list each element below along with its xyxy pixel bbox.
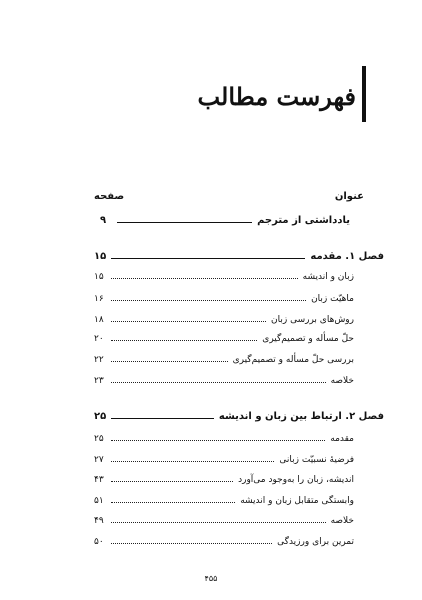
leader-dots — [111, 300, 306, 301]
toc-section[interactable] — [94, 268, 354, 282]
leader-dots — [111, 382, 326, 383]
toc-section[interactable] — [94, 290, 354, 304]
toc-section-page: ۲۰ — [94, 334, 104, 344]
toc-section-label: وابستگی متقابل زبان و اندیشه — [240, 496, 354, 506]
toc-section-label: زبان و اندیشه — [302, 272, 354, 282]
toc-section-label: ماهیّت زبان — [311, 294, 354, 304]
leader-dots — [111, 522, 326, 523]
toc-section-label: روش‌های بررسی زبان — [271, 315, 354, 325]
toc-section[interactable] — [94, 372, 354, 386]
toc-chapter-page: ۱۵ — [94, 251, 107, 262]
toc-section-page: ۱۸ — [94, 315, 104, 325]
toc-chapter-1[interactable] — [94, 248, 384, 262]
leader-line — [111, 418, 214, 419]
toc-section-page: ۲۲ — [94, 355, 104, 365]
toc-section-label: تمرین برای ورزیدگی — [277, 537, 354, 547]
toc-section[interactable] — [94, 471, 354, 485]
page-title: فهرست مطالب — [197, 82, 356, 111]
toc-section-page: ۴۹ — [94, 516, 104, 526]
toc-section-label: حلّ مسأله و تصمیم‌گیری — [262, 334, 354, 344]
leader-dots — [111, 440, 325, 441]
leader-line — [117, 222, 252, 223]
toc-entry-page: ۹ — [100, 215, 107, 226]
leader-line — [111, 258, 305, 259]
toc-section-page: ۵۱ — [94, 496, 104, 506]
toc-chapter-page: ۲۵ — [94, 411, 107, 422]
column-header-subject: عنوان — [334, 191, 364, 202]
leader-dots — [111, 361, 228, 362]
toc-section-page: ۵۰ — [94, 537, 104, 547]
leader-dots — [111, 502, 235, 503]
toc-section-label: خلاصه — [330, 376, 354, 386]
toc-section-page: ۴۳ — [94, 475, 104, 485]
toc-entry-preface[interactable] — [100, 212, 350, 226]
leader-dots — [111, 340, 257, 341]
toc-chapter-label: فصل ۲. ارتباط بین زبان و اندیشه — [218, 411, 384, 422]
toc-section-page: ۱۶ — [94, 294, 104, 304]
leader-dots — [111, 481, 233, 482]
toc-chapter-2[interactable] — [94, 408, 384, 422]
toc-section[interactable] — [94, 533, 354, 547]
toc-section[interactable] — [94, 492, 354, 506]
toc-entry-label: یادداشتی از مترجم — [257, 215, 350, 226]
toc-section-page: ۲۳ — [94, 376, 104, 386]
toc-section-label: فرضیهٔ نسبیّت زبانی — [279, 455, 354, 465]
toc-section[interactable] — [94, 451, 354, 465]
toc-section-label: مقدمه — [330, 434, 354, 444]
leader-dots — [111, 278, 298, 279]
toc-section-label: بررسی حلّ مسأله و تصمیم‌گیری — [232, 355, 354, 365]
leader-dots — [111, 321, 266, 322]
toc-section-label: خلاصه — [330, 516, 354, 526]
toc-section[interactable] — [94, 512, 354, 526]
leader-dots — [111, 543, 272, 544]
toc-chapter-label: فصل ۱. مقدمه — [310, 251, 384, 262]
toc-section[interactable] — [94, 330, 354, 344]
toc-section-page: ۲۷ — [94, 455, 104, 465]
toc-section[interactable] — [94, 351, 354, 365]
column-header-page: صفحه — [94, 191, 125, 202]
toc-section[interactable] — [94, 430, 354, 444]
toc-section-label: اندیشه، زبان را به‌وجود می‌آورد — [238, 475, 354, 485]
toc-section-page: ۲۵ — [94, 434, 104, 444]
toc-section-page: ۱۵ — [94, 272, 104, 282]
toc-section[interactable] — [94, 311, 354, 325]
title-accent-bar — [362, 66, 366, 122]
footer-page-number: ۴۵۵ — [204, 574, 218, 583]
leader-dots — [111, 461, 274, 462]
